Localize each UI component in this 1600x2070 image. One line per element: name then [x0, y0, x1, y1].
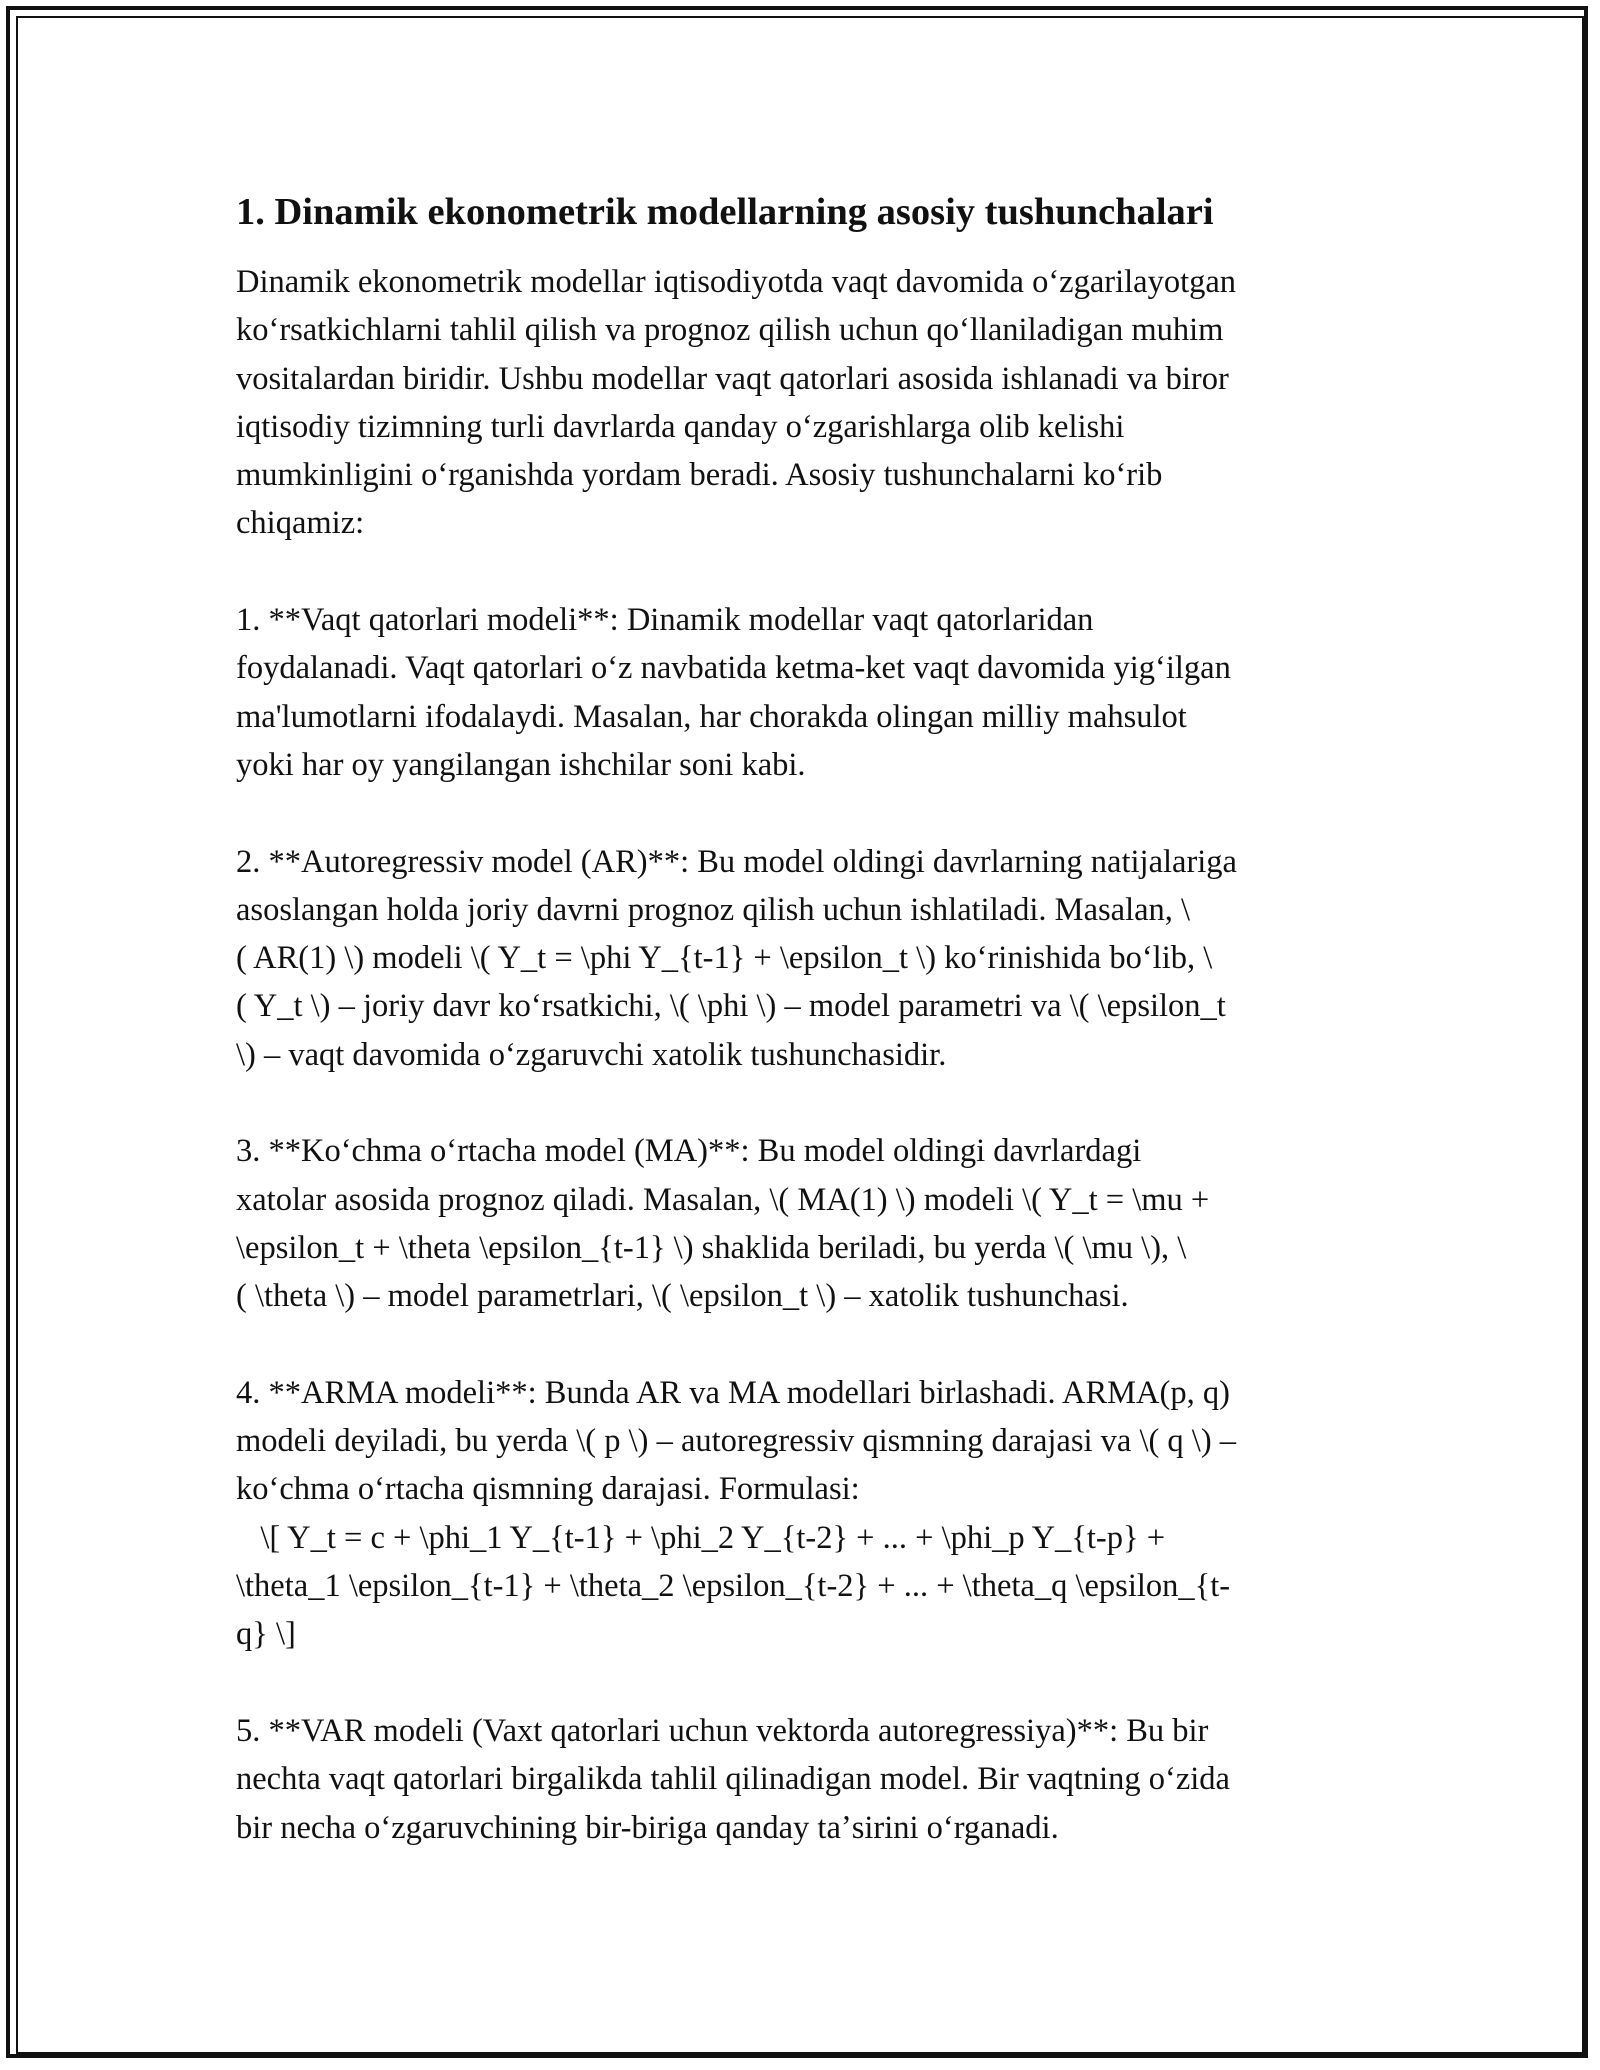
document-body [236, 186, 1366, 1852]
paragraph-ar-model: 2. **Autoregressiv model (AR)**: Bu model oldingi davrlarning natijalariga asoslangan holda joriy davrni prognoz qilish uchun ishlatiladi. Masalan, \ ( AR(1) \) modeli \( Y_t = \phi Y_{t-1} + \epsilon_t \) koʻrinishida boʻlib, \ ( Y_t \) – joriy davr koʻrsatkichi, \( \phi \) – model parametri va \( \epsilon_t \) – vaqt davomida oʻzgaruvchi xatolik tushunchasidir. [236, 843, 1237, 1073]
paragraph-time-series-model: 1. **Vaqt qatorlari modeli**: Dinamik modellar vaqt qatorlaridan foydalanadi. Vaqt qatorlari oʻz navbatida ketma-ket vaqt davomida yigʻilgan ma'lumotlarni ifodalaydi. Masalan, har chorakda olingan milliy mahsulot yoki har oy yangilangan ishchilar soni kabi. [236, 602, 1231, 783]
paragraph-ma-model: 3. **Koʻchma oʻrtacha model (MA)**: Bu model oldingi davrlardagi xatolar asosida prognoz qiladi. Masalan, \( MA(1) \) modeli \( Y_t = \mu + \epsilon_t + \theta \epsilon_{t-1} \) shaklida beriladi, bu yerda \( \mu \), \ ( \theta \) – model parametrlari, \( \epsilon_t \) – xatolik tushunchasi. [236, 1133, 1210, 1315]
paragraph-var-model: 5. **VAR modeli (Vaxt qatorlari uchun vektorda autoregressiya)**: Bu bir nechta vaqt qatorlari birgalikda tahlil qilinadigan model. Bir vaqtning oʻzida bir necha oʻzgaruvchining bir-biriga qanday taʼsirini oʻrganadi. [236, 1712, 1230, 1846]
intro-paragraph: Dinamik ekonometrik modellar iqtisodiyotda vaqt davomida oʻzgarilayotgan koʻrsatkichlarni tahlil qilish va prognoz qilish uchun qoʻllaniladigan muhim vositalardan biridir. Ushbu modellar vaqt qatorlari asosida ishlanadi va biror iqtisodiy tizimning turli davrlarda qanday oʻzgarishlarga olib kelishi mumkinligini oʻrganishda yordam beradi. Asosiy tushunchalarni koʻrib chiqamiz: [236, 264, 1237, 542]
section-heading: 1. Dinamik ekonometrik modellarning asosiy tushunchalari [236, 191, 1214, 233]
paragraph-arma-model: 4. **ARMA modeli**: Bunda AR va MA modellari birlashadi. ARMA(p, q) modeli deyiladi, bu yerda \( p \) – autoregressiv qismning darajasi va \( q \) – koʻchma oʻrtacha qismning darajasi. Formulasi: \[ Y_t = c + \phi_1 Y_{t-1} + \phi_2 Y_{t-2} + ... + \phi_p Y_{t-p} + \theta_1 \epsilon_{t-1} + \theta_2 \epsilon_{t-2} + ... + \theta_q \epsilon_{t- q} \] [236, 1374, 1237, 1653]
